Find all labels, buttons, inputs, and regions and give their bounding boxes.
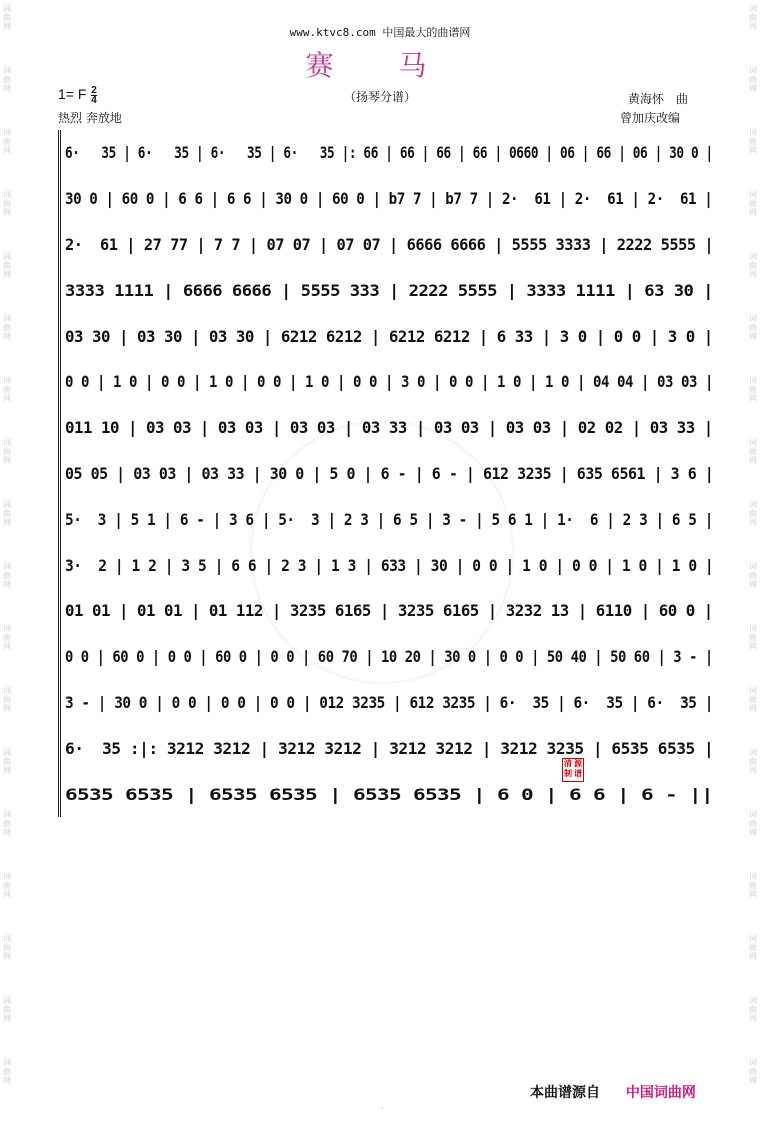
side-watermark-text: 词 曲 网 xyxy=(3,748,11,775)
score-line xyxy=(58,634,712,680)
score-line xyxy=(58,313,712,359)
time-signature xyxy=(91,86,97,105)
score-line xyxy=(58,130,712,176)
score-line xyxy=(58,771,712,817)
side-watermark-text: 词 曲 网 xyxy=(3,190,11,217)
page-dot: · xyxy=(381,1104,384,1113)
score-line-notes: 6535 6535 | 6535 6535 | 6535 6535 | 6 0 | 6 6 | 6 - || xyxy=(65,784,714,804)
time-signature-bottom: 4 xyxy=(91,95,97,106)
arranger-credit: 曾加庆改编 xyxy=(620,111,681,125)
side-watermark-text: 词 曲 网 xyxy=(3,66,11,93)
side-watermark-text: 词 曲 网 xyxy=(749,376,757,403)
time-signature-top: 2 xyxy=(91,85,97,96)
score-body xyxy=(58,130,712,817)
score-line-notes: 6· 35 :|: 3212 3212 | 3212 3212 | 3212 3212 | 3212 3235 | 6535 6535 | xyxy=(65,738,714,758)
score-line-notes: 3 - | 30 0 | 0 0 | 0 0 | 0 0 | 012 3235 | 612 3235 | 6· 35 | 6· 35 | 6· 35 | xyxy=(65,692,713,712)
score-line xyxy=(58,359,712,405)
side-watermark-text: 词 曲 网 xyxy=(749,4,757,31)
side-watermark-text: 词 曲 网 xyxy=(749,252,757,279)
footer-site-link[interactable]: 中国词曲网 xyxy=(625,1084,696,1100)
score-line xyxy=(58,267,712,313)
side-watermark-text: 词 曲 网 xyxy=(3,376,11,403)
score-line xyxy=(58,496,712,542)
composer-credit: 黄海怀 曲 xyxy=(628,92,689,106)
score-line xyxy=(58,680,712,726)
website-header: www.ktvc8.com 中国最大的曲谱网 xyxy=(289,26,471,39)
left-watermark-strip xyxy=(0,0,14,1130)
side-watermark-text: 词 曲 网 xyxy=(3,996,11,1023)
score-line-notes: 2· 61 | 27 77 | 7 7 | 07 07 | 07 07 | 6666 6666 | 5555 3333 | 2222 5555 | xyxy=(65,234,714,254)
score-line xyxy=(58,725,712,771)
footer-source-label: 本曲谱源自 xyxy=(530,1084,600,1100)
score-line xyxy=(58,542,712,588)
side-watermark-text: 词 曲 网 xyxy=(3,4,11,31)
side-watermark-text: 词 曲 网 xyxy=(749,1058,757,1085)
score-subtitle: （扬琴分谱） xyxy=(343,90,416,104)
side-watermark-text: 词 曲 网 xyxy=(3,686,11,713)
score-line xyxy=(58,451,712,497)
side-watermark-text: 词 曲 网 xyxy=(749,66,757,93)
side-watermark-text: 词 曲 网 xyxy=(749,128,757,155)
right-watermark-strip xyxy=(746,0,760,1130)
side-watermark-text: 词 曲 网 xyxy=(749,624,757,651)
side-watermark-text: 词 曲 网 xyxy=(3,500,11,527)
tempo-marking: 热烈 奔放地 xyxy=(58,111,122,125)
source-footer xyxy=(530,1082,696,1102)
score-line-notes: 05 05 | 03 03 | 03 33 | 30 0 | 5 0 | 6 - | 6 - | 612 3235 | 635 6561 | 3 6 | xyxy=(65,463,714,483)
side-watermark-text: 词 曲 网 xyxy=(749,438,757,465)
score-title: 赛 马 xyxy=(305,49,455,82)
side-watermark-text: 词 曲 网 xyxy=(3,438,11,465)
score-line-notes: 3· 2 | 1 2 | 3 5 | 6 6 | 2 3 | 1 3 | 633 | 30 | 0 0 | 1 0 | 0 0 | 1 0 | 1 0 | xyxy=(65,555,714,575)
side-watermark-text: 词 曲 网 xyxy=(3,252,11,279)
side-watermark-text: 词 曲 网 xyxy=(3,934,11,961)
score-line-notes: 011 10 | 03 03 | 03 03 | 03 03 | 03 33 | 03 03 | 03 03 | 02 02 | 03 33 | xyxy=(65,418,713,438)
key-signature xyxy=(58,86,97,105)
side-watermark-text: 词 曲 网 xyxy=(3,872,11,899)
key-label: 1= F xyxy=(58,86,87,103)
side-watermark-text: 词 曲 网 xyxy=(749,500,757,527)
score-line-notes: 5· 3 | 5 1 | 6 - | 3 6 | 5· 3 | 2 3 | 6 5 | 3 - | 5 6 1 | 1· 6 | 2 3 | 6 5 | xyxy=(65,509,713,529)
side-watermark-text: 词 曲 网 xyxy=(3,810,11,837)
score-line-notes: 01 01 | 01 01 | 01 112 | 3235 6165 | 3235 6165 | 3232 13 | 6110 | 60 0 | xyxy=(65,601,713,621)
side-watermark-text: 词 曲 网 xyxy=(3,562,11,589)
score-line-notes: 6· 35 | 6· 35 | 6· 35 | 6· 35 |: 66 | 66 | 66 | 66 | 0660 | 06 | 66 | 06 | 30 0 | xyxy=(65,143,713,163)
side-watermark-text: 词 曲 网 xyxy=(749,190,757,217)
stamp-text: 清 源 制 谱 xyxy=(564,759,582,778)
side-watermark-text: 词 曲 网 xyxy=(3,624,11,651)
side-watermark-text: 词 曲 网 xyxy=(3,128,11,155)
side-watermark-text: 词 曲 网 xyxy=(3,314,11,341)
side-watermark-text: 词 曲 网 xyxy=(749,686,757,713)
score-line-notes: 0 0 | 1 0 | 0 0 | 1 0 | 0 0 | 1 0 | 0 0 | 3 0 | 0 0 | 1 0 | 1 0 | 04 04 | 03 03 | xyxy=(65,372,714,392)
score-line xyxy=(58,588,712,634)
side-watermark-text: 词 曲 网 xyxy=(749,562,757,589)
side-watermark-text: 词 曲 网 xyxy=(749,748,757,775)
side-watermark-text: 词 曲 网 xyxy=(749,314,757,341)
side-watermark-text: 词 曲 网 xyxy=(749,810,757,837)
stamp-seal xyxy=(562,758,584,782)
side-watermark-text: 词 曲 网 xyxy=(749,996,757,1023)
score-line-notes: 30 0 | 60 0 | 6 6 | 6 6 | 30 0 | 60 0 | b7 7 | b7 7 | 2· 61 | 2· 61 | 2· 61 | xyxy=(65,189,713,209)
score-line xyxy=(58,405,712,451)
score-line xyxy=(58,176,712,222)
side-watermark-text: 词 曲 网 xyxy=(3,1058,11,1085)
score-line-notes: 0 0 | 60 0 | 0 0 | 60 0 | 0 0 | 60 70 | 10 20 | 30 0 | 0 0 | 50 40 | 50 60 | 3 - | xyxy=(65,647,713,667)
score-line xyxy=(58,222,712,268)
score-line-notes: 3333 1111 | 6666 6666 | 5555 333 | 2222 5555 | 3333 1111 | 63 30 | xyxy=(65,280,713,300)
side-watermark-text: 词 曲 网 xyxy=(749,872,757,899)
score-line-notes: 03 30 | 03 30 | 03 30 | 6212 6212 | 6212 6212 | 6 33 | 3 0 | 0 0 | 3 0 | xyxy=(65,326,713,346)
side-watermark-text: 词 曲 网 xyxy=(749,934,757,961)
